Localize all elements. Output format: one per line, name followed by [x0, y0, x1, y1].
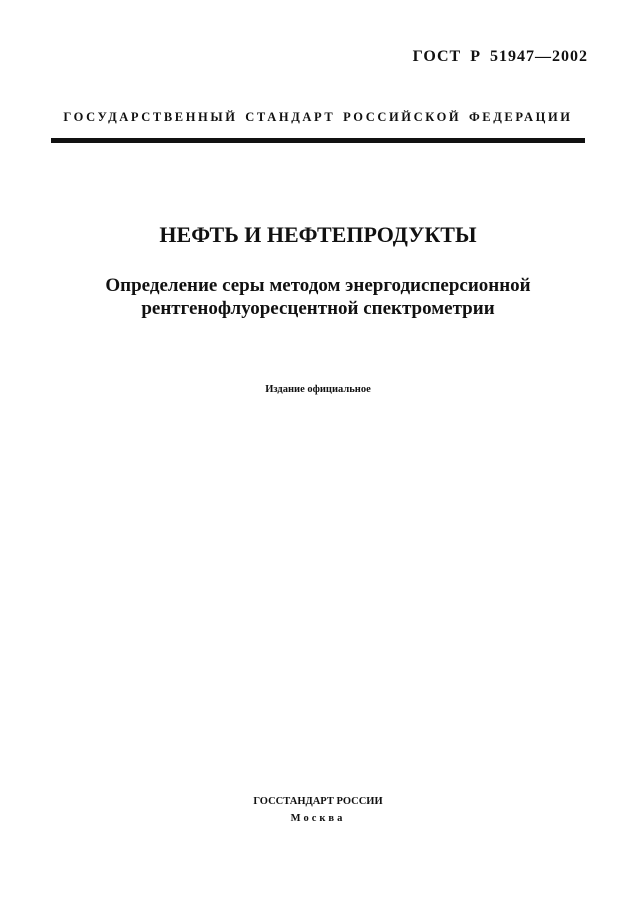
subtitle-line-2: рентгенофлуоресцентной спектрометрии — [141, 298, 495, 319]
document-title: НЕФТЬ И НЕФТЕПРОДУКТЫ — [159, 222, 477, 247]
publisher-city: Москва — [290, 813, 346, 824]
document-subtitle — [0, 274, 636, 320]
header-divider — [51, 138, 585, 143]
standard-title: ГОСУДАРСТВЕННЫЙ СТАНДАРТ РОССИЙСКОЙ ФЕДЕРАЦИИ — [63, 110, 573, 124]
edition-note: Издание официальное — [265, 384, 371, 395]
publisher-name: ГОССТАНДАРТ РОССИИ — [253, 796, 383, 807]
document-number: ГОСТ Р 51947—2002 — [412, 48, 588, 65]
subtitle-line-1: Определение серы методом энергодисперсионной — [105, 275, 531, 296]
